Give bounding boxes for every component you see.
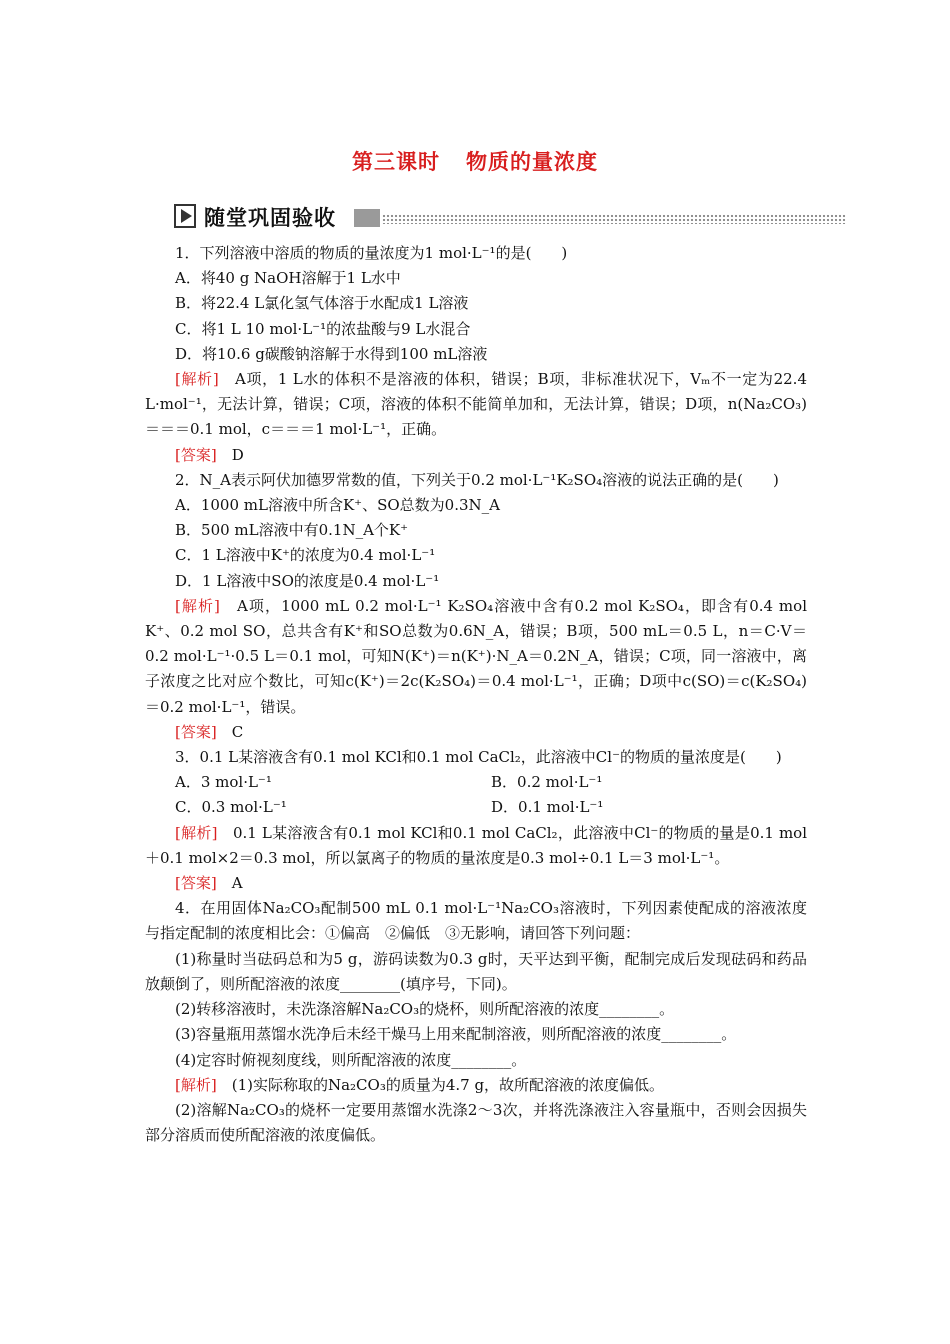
answer-tag: [答案] <box>175 722 217 741</box>
play-arrow-icon <box>174 204 196 228</box>
answer-2 <box>145 720 807 745</box>
analysis-tag: [解析] <box>175 1075 217 1094</box>
options-3-row-2 <box>145 795 807 820</box>
solution-4 <box>145 1073 807 1098</box>
section-banner-label: 随堂巩固验收 <box>204 206 336 230</box>
section-banner <box>174 202 846 232</box>
option-2c: C．1 L溶液中K⁺的浓度为0.4 mol·L⁻¹ <box>175 546 436 565</box>
answer-tag: [答案] <box>175 874 217 893</box>
option-1b: B．将22.4 L氯化氢气体溶于水配成1 L溶液 <box>175 294 469 313</box>
solution-1-text: A项，1 L水的体积不是溶液的体积，错误；B项，非标准状况下，Vₘ不一定为22.4 L·mol⁻¹，无法计算，错误；C项，溶液的体积不能简单加和，无法计算，错误；D项，n(Na₂CO₃)＝＝＝0.1 mol，c＝＝＝1 mol·L⁻¹，正确。 <box>145 370 807 439</box>
title-lesson: 第三课时 <box>352 150 440 174</box>
title-topic: 物质的量浓度 <box>466 150 598 174</box>
answer-1 <box>145 443 807 468</box>
solution-3 <box>145 821 807 871</box>
question-2: 2．N_A表示阿伏加德罗常数的值，下列关于0.2 mol·L⁻¹K₂SO₄溶液的说法正确的是( ) <box>175 470 779 489</box>
answer-3 <box>145 871 807 896</box>
options-3-row-1 <box>145 770 807 795</box>
option-3d: D．0.1 mol·L⁻¹ <box>491 798 604 817</box>
question-4-part-2: (2)转移溶液时，未洗涤溶解Na₂CO₃的烧杯，则所配溶液的浓度________。 <box>175 1000 675 1019</box>
option-1a: A．将40 g NaOH溶解于1 L水中 <box>175 269 401 288</box>
solution-4-part-2: (2)溶解Na₂CO₃的烧杯一定要用蒸馏水洗涤2～3次，并将洗涤液注入容量瓶中，否则会因损失部分溶质而使所配溶液的浓度偏低。 <box>145 1100 807 1145</box>
question-4: 4．在用固体Na₂CO₃配制500 mL 0.1 mol·L⁻¹Na₂CO₃溶液时，下列因素使配成的溶液浓度与指定配制的浓度相比会：①偏高 ②偏低 ③无影响，请回答下列问题： <box>145 899 807 943</box>
solution-4-part-1: (1)实际称取的Na₂CO₃的质量为4.7 g，故所配溶液的浓度偏低。 <box>216 1075 665 1094</box>
document-body <box>145 241 807 1148</box>
banner-dotted-rule <box>382 214 846 224</box>
question-4-part-3: (3)容量瓶用蒸馏水洗净后未经干燥马上用来配制溶液，则所配溶液的浓度________。 <box>175 1025 737 1044</box>
option-3c: C．0.3 mol·L⁻¹ <box>175 798 287 817</box>
analysis-tag: [解析] <box>175 823 218 842</box>
option-3a: A．3 mol·L⁻¹ <box>175 773 272 792</box>
option-1c: C．将1 L 10 mol·L⁻¹的浓盐酸与9 L水混合 <box>175 319 471 338</box>
solution-3-text: 0.1 L某溶液含有0.1 mol KCl和0.1 mol CaCl₂，此溶液中Cl⁻的物质的量是0.1 mol＋0.1 mol×2＝0.3 mol，所以氯离子的物质的量浓度是0.3 mol÷0.1 L＝3 mol·L⁻¹。 <box>145 823 807 867</box>
solution-2 <box>145 594 807 720</box>
answer-3-text: A <box>216 874 243 893</box>
option-2a: A．1000 mL溶液中所含K⁺、SO总数为0.3N_A <box>175 496 500 515</box>
question-4-part-4: (4)定容时俯视刻度线，则所配溶液的浓度________。 <box>175 1050 527 1069</box>
question-1: 1．下列溶液中溶质的物质的量浓度为1 mol·L⁻¹的是( ) <box>175 244 568 262</box>
answer-1-text: D <box>216 445 244 464</box>
answer-2-text: C <box>216 722 244 741</box>
analysis-tag: [解析] <box>175 596 220 615</box>
solution-1 <box>145 367 807 443</box>
answer-tag: [答案] <box>175 445 217 464</box>
option-2d: D．1 L溶液中SO的浓度是0.4 mol·L⁻¹ <box>175 571 440 590</box>
option-3b: B．0.2 mol·L⁻¹ <box>491 773 603 792</box>
question-4-part-1: (1)称量时当砝码总和为5 g，游码读数为0.3 g时，天平达到平衡，配制完成后发现砝码和药品放颠倒了，则所配溶液的浓度________(填序号，下同)。 <box>145 949 807 993</box>
option-2b: B．500 mL溶液中有0.1N_A个K⁺ <box>175 521 409 540</box>
option-1d: D．将10.6 g碳酸钠溶解于水得到100 mL溶液 <box>175 344 488 363</box>
solution-2-text: A项，1000 mL 0.2 mol·L⁻¹ K₂SO₄溶液中含有0.2 mol K₂SO₄，即含有0.4 mol K⁺、0.2 mol SO，总共含有K⁺和SO总数为0.6N_A，错误；B项，500 mL＝0.5 L，n＝C·V＝0.2 mol·L⁻¹·0.5 L＝0.1 mol，可知N(K⁺)＝n(K⁺)·N_A＝0.2N_A，错误；C项，同一溶液中，离子浓度之比对应个数比，可知c(K⁺)＝2c(K₂SO₄)＝0.4 mol·L⁻¹，正确；D项中c(SO)＝c(K₂SO₄)＝0.2 mol·L⁻¹，错误。 <box>145 596 807 716</box>
banner-block <box>354 209 380 227</box>
analysis-tag: [解析] <box>175 370 219 389</box>
page-title <box>0 146 950 176</box>
question-3: 3．0.1 L某溶液含有0.1 mol KCl和0.1 mol CaCl₂，此溶液中Cl⁻的物质的量浓度是( ) <box>175 748 782 767</box>
